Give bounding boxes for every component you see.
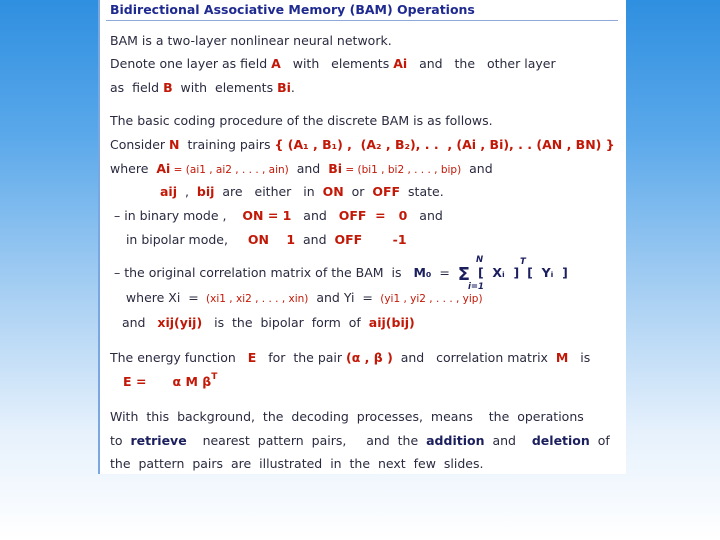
ai-vector: = (ai1 , ai2 , . . . , ain) <box>170 164 289 176</box>
coding-line-4: aij , bij are either in ON or OFF state. <box>160 184 444 199</box>
closing-line-1: With this background, the decoding processes, means the operations <box>110 409 584 424</box>
field-a-label: A <box>271 56 281 71</box>
n-label: N <box>169 137 180 152</box>
coding-line-2: Consider N training pairs { (A₁ , B₁) , (A₂ , B₂), . . , (Ai , Bi), . . (AN , BN) } <box>110 137 615 152</box>
correlation-line-3: and xij(yij) is the bipolar form of aij(bij) <box>114 315 415 330</box>
intro-line-1: BAM is a two-layer nonlinear neural network. <box>110 33 392 48</box>
summation-symbol: Σ <box>457 264 471 285</box>
field-b-label: B <box>163 80 173 95</box>
bi-vector: = (bi1 , bi2 , . . . , bip) <box>342 164 462 176</box>
intro-line-3: as field B with elements Bi. <box>110 80 295 95</box>
yi-components: (yi1 , yi2 , . . . , yip) <box>376 293 483 305</box>
alpha-beta-pair: (α , β ) <box>346 350 393 365</box>
coding-line-1: The basic coding procedure of the discrete BAM is as follows. <box>110 113 493 128</box>
slide-panel <box>98 0 626 474</box>
elements-bi-label: Bi <box>277 80 291 95</box>
retrieve-term: retrieve <box>130 433 187 448</box>
elements-ai-label: Ai <box>393 56 408 71</box>
addition-term: addition <box>426 433 485 448</box>
summation-upper-limit: N <box>476 255 484 265</box>
title-divider <box>106 20 618 21</box>
yi-vector: [ Yᵢ ] <box>527 265 568 280</box>
transpose-marker: T <box>520 257 526 267</box>
closing-line-2: to retrieve nearest pattern pairs, and the addition and deletion of <box>110 433 610 448</box>
xi-vector: (xi1 , xi2 , . . . , xin) <box>202 293 309 305</box>
intro-line-2: Denote one layer as field A with elements Ai and the other layer <box>110 56 556 71</box>
deletion-term: deletion <box>531 433 590 448</box>
correlation-line-1: – the original correlation matrix of the BAM is M₀ = Σ [ Xᵢ ] [ Yᵢ ] <box>114 264 568 285</box>
m0-label: M₀ <box>413 265 432 280</box>
xi-transpose: [ Xᵢ ] <box>478 265 520 280</box>
binary-mode-line: – in binary mode , ON = 1 and OFF = 0 and <box>114 208 443 223</box>
slide-title: Bidirectional Associative Memory (BAM) Operations <box>110 2 475 17</box>
summation-lower-limit: i=1 <box>468 282 484 292</box>
training-pairs-set: { (A₁ , B₁) , (A₂ , B₂), . . , (Ai , Bi), . . (AN , BN) } <box>274 137 615 152</box>
energy-line-1: The energy function E for the pair (α , β ) and correlation matrix M is <box>110 350 591 365</box>
energy-formula: E = α M $\beta^T$ <box>110 372 218 389</box>
closing-line-3: the pattern pairs are illustrated in the next few slides. <box>110 456 484 471</box>
correlation-line-2: where Xi = (xi1 , xi2 , . . . , xin) and Yi = (yi1 , yi2 , . . . , yip) <box>114 290 483 305</box>
matrix-m-label: M <box>555 350 569 365</box>
coding-line-3: where Ai = (ai1 , ai2 , . . . , ain) and Bi = (bi1 , bi2 , . . . , bip) and <box>110 161 493 176</box>
energy-e-label: E <box>247 350 257 365</box>
bipolar-mode-line: in bipolar mode, ON 1 and OFF -1 <box>118 232 407 247</box>
